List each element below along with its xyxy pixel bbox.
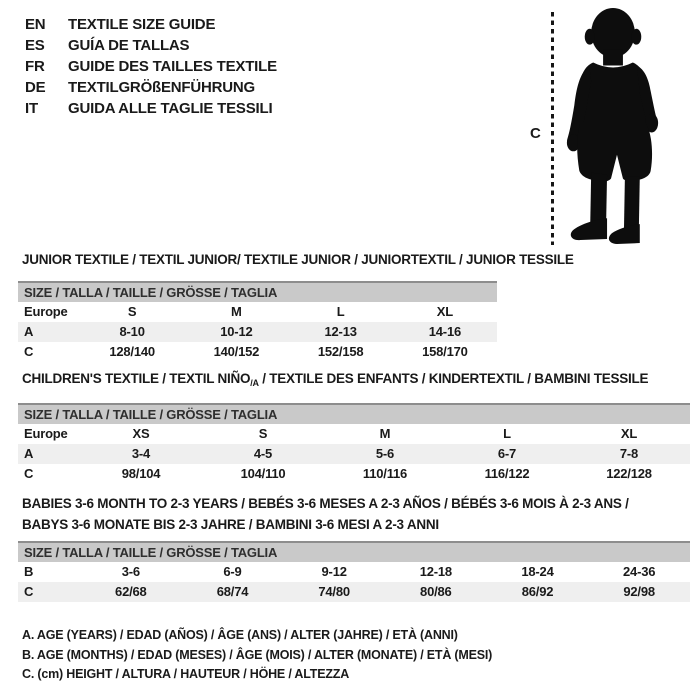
language-title: GUÍA DE TALLAS: [68, 37, 190, 54]
size-cell: M: [379, 426, 391, 441]
size-cell: 3-4: [131, 446, 151, 461]
size-cell: 6-7: [497, 446, 517, 461]
size-cell: 140/152: [213, 344, 260, 359]
size-cell: 10-12: [220, 324, 253, 339]
language-title: TEXTILGRÖßENFÜHRUNG: [68, 79, 256, 96]
size-cell: 98/104: [121, 466, 161, 481]
size-cell: 18-24: [521, 564, 554, 579]
table-row-age: [18, 322, 497, 342]
table-row-height: [18, 342, 497, 362]
section-title-children: [22, 371, 648, 388]
language-title-list: [25, 14, 277, 119]
table-row-height: [18, 464, 690, 484]
size-cell: 152/158: [317, 344, 364, 359]
table-row-age: [18, 444, 690, 464]
row-label: C: [24, 584, 34, 599]
footnote-a: A. AGE (YEARS) / EDAD (AÑOS) / ÂGE (ANS) / ALTER (JAHRE) / ETÀ (ANNI): [22, 628, 458, 642]
size-cell: 128/140: [109, 344, 155, 359]
size-cell: 24-36: [623, 564, 656, 579]
row-label: A: [24, 324, 34, 339]
size-cell: 4-5: [253, 446, 273, 461]
toddler-silhouette-image: [562, 6, 666, 246]
size-cell: S: [258, 426, 268, 441]
title-line: BABYS 3-6 MONATE BIS 2-3 JAHRE / BAMBINI 3-6 MESI A 2-3 ANNI: [22, 517, 439, 532]
language-code: FR: [25, 58, 45, 75]
table-row-europe: [18, 302, 497, 322]
language-row-it: [25, 98, 277, 119]
language-row-de: [25, 77, 277, 98]
size-cell: 5-6: [375, 446, 395, 461]
size-cell: 116/122: [484, 466, 530, 481]
row-label: C: [24, 466, 34, 481]
size-table-header: SIZE / TALLA / TAILLE / GRÖSSE / TAGLIA: [18, 403, 690, 424]
language-title: TEXTILE SIZE GUIDE: [68, 16, 216, 33]
row-label: C: [24, 344, 34, 359]
title-text: / TEXTILE DES ENFANTS / KINDERTEXTIL / BAMBINI TESSILE: [258, 371, 649, 386]
height-measure-dashed-line: [551, 12, 554, 245]
row-label: Europe: [24, 304, 68, 319]
table-row-europe: [18, 424, 690, 444]
language-title: GUIDA ALLE TAGLIE TESSILI: [68, 100, 273, 117]
size-cell: 74/80: [318, 584, 350, 599]
language-row-fr: [25, 56, 277, 77]
children-size-table: [18, 403, 690, 484]
size-cell: 62/68: [115, 584, 147, 599]
size-cell: 7-8: [619, 446, 639, 461]
footnotes-block: [22, 626, 492, 685]
size-cell: 3-6: [121, 564, 140, 579]
size-cell: 104/110: [240, 466, 286, 481]
language-code: IT: [25, 100, 38, 117]
row-label: Europe: [24, 426, 68, 441]
size-cell: 6-9: [223, 564, 242, 579]
section-title-babies: [22, 493, 629, 535]
title-line: BABIES 3-6 MONTH TO 2-3 YEARS / BEBÉS 3-6 MESES A 2-3 AÑOS / BÉBÉS 3-6 MOIS À 2-3 ANS /: [22, 496, 629, 511]
size-cell: 158/170: [422, 344, 468, 359]
language-code: ES: [25, 37, 45, 54]
size-cell: 68/74: [216, 584, 249, 599]
language-title: GUIDE DES TAILLES TEXTILE: [68, 58, 277, 75]
left-ear: [585, 29, 595, 45]
title-subscript: /A: [250, 378, 259, 388]
language-code: DE: [25, 79, 46, 96]
row-label: A: [24, 446, 34, 461]
title-text: CHILDREN'S TEXTILE / TEXTIL NIÑO: [22, 371, 251, 386]
size-cell: XL: [436, 304, 453, 319]
row-label: B: [24, 564, 34, 579]
language-row-en: [25, 14, 277, 35]
size-cell: 122/128: [606, 466, 652, 481]
size-cell: 80/86: [420, 584, 452, 599]
size-cell: L: [336, 304, 345, 319]
size-cell: L: [503, 426, 511, 441]
section-title-junior: JUNIOR TEXTILE / TEXTIL JUNIOR/ TEXTILE JUNIOR / JUNIORTEXTIL / JUNIOR TESSILE: [22, 252, 574, 267]
size-table-header: SIZE / TALLA / TAILLE / GRÖSSE / TAGLIA: [18, 541, 690, 562]
babies-size-table: [18, 541, 690, 602]
junior-size-table: [18, 281, 497, 362]
table-row-height: [18, 582, 690, 602]
size-cell: 110/116: [362, 466, 408, 481]
size-cell: 86/92: [521, 584, 554, 599]
table-row-age-months: [18, 562, 690, 582]
size-cell: 12-18: [419, 564, 452, 579]
height-measure-label: C: [530, 125, 541, 142]
size-cell: 12-13: [324, 324, 357, 339]
size-cell: 92/98: [623, 584, 655, 599]
language-row-es: [25, 35, 277, 56]
size-table-header: SIZE / TALLA / TAILLE / GRÖSSE / TAGLIA: [18, 281, 497, 302]
right-ear: [631, 29, 641, 45]
size-cell: 9-12: [321, 564, 347, 579]
size-cell: XS: [132, 426, 150, 441]
footnote-c: C. (cm) HEIGHT / ALTURA / HAUTEUR / HÖHE / ALTEZZA: [22, 667, 350, 681]
size-cell: 14-16: [428, 324, 461, 339]
language-code: EN: [25, 16, 46, 33]
size-cell: 8-10: [119, 324, 145, 339]
size-cell: M: [231, 304, 242, 319]
size-cell: XL: [620, 426, 638, 441]
footnote-b: B. AGE (MONTHS) / EDAD (MESES) / ÂGE (MOIS) / ALTER (MONATE) / ETÀ (MESI): [22, 647, 493, 662]
size-cell: S: [127, 304, 137, 319]
